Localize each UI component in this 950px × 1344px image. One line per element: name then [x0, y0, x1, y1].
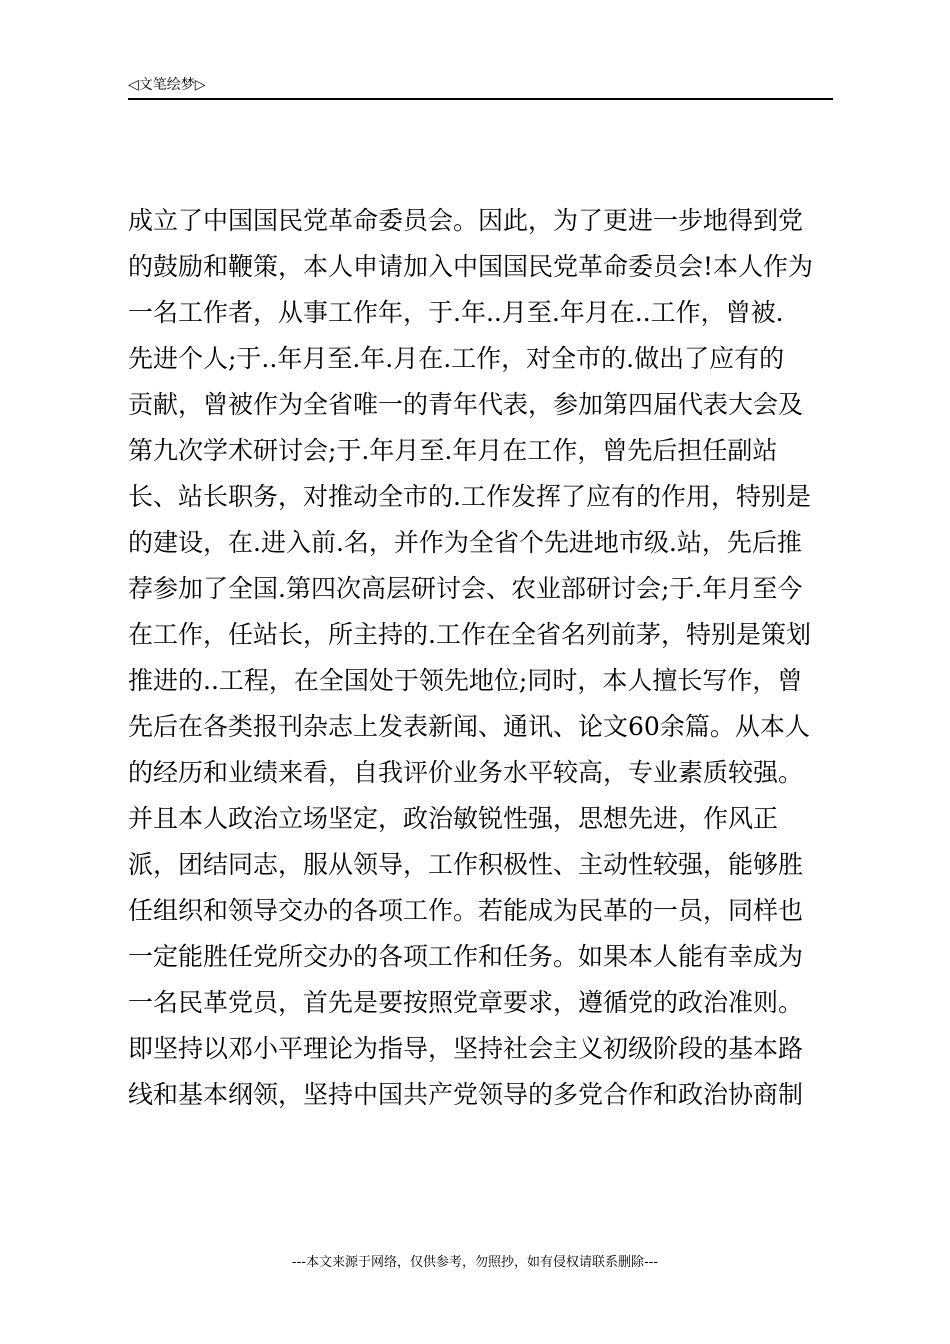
body-line: 并且本人政治立场坚定，政治敏锐性强，思想先进，作风正 — [128, 804, 779, 833]
body-line: 一名民革党员，首先是要按照党章要求，遵循党的政治准则。 — [128, 988, 804, 1017]
body-line: 在工作，任站长，所主持的.工作在全省名列前茅，特别是策划 — [128, 620, 811, 649]
body-line: 的鼓励和鞭策，本人申请加入中国国民党革命委员会!本人作为 — [128, 252, 814, 281]
body-line: 的建设，在.进入前.名，并作为全省个先进地市级.站，先后推 — [128, 528, 802, 557]
body-line: 一名工作者，从事工作年，于.年..月至.年月在..工作，曾被. — [128, 298, 784, 327]
body-line: 线和基本纲领，坚持中国共产党领导的多党合作和政治协商制 — [128, 1080, 804, 1109]
body-line: 第九次学术研讨会;于.年月至.年月在工作，曾先后担任副站 — [128, 436, 778, 465]
page-footer: ---本文来源于网络，仅供参考，勿照抄，如有侵权请联系删除--- — [291, 1255, 659, 1270]
body-line: 先进个人;于..年月至.年.月在.工作，对全市的.做出了应有的 — [128, 344, 785, 373]
document-body — [128, 198, 833, 1118]
body-line: 先后在各类报刊杂志上发表新闻、通讯、论文60余篇。从本人 — [128, 712, 810, 741]
body-line: 即坚持以邓小平理论为指导，坚持社会主义初级阶段的基本路 — [128, 1034, 804, 1063]
body-line: 长、站长职务，对推动全市的.工作发挥了应有的作用，特别是 — [128, 482, 811, 511]
page-header — [128, 74, 833, 100]
body-line: 的经历和业绩来看，自我评价业务水平较高，专业素质较强。 — [128, 758, 804, 787]
body-line: 任组织和领导交办的各项工作。若能成为民革的一员，同样也 — [128, 896, 804, 925]
body-line: 派，团结同志，服从领导，工作积极性、主动性较强，能够胜 — [128, 850, 804, 879]
body-line: 贡献，曾被作为全省唯一的青年代表，参加第四届代表大会及 — [128, 390, 804, 419]
body-line: 荐参加了全国.第四次高层研讨会、农业部研讨会;于.年月至今 — [128, 574, 803, 603]
body-line: 推进的..工程，在全国处于领先地位;同时，本人擅长写作，曾 — [128, 666, 803, 695]
body-line: 一定能胜任党所交办的各项工作和任务。如果本人能有幸成为 — [128, 942, 804, 971]
body-line: 成立了中国国民党革命委员会。因此，为了更进一步地得到党 — [128, 206, 804, 235]
header-title: ◁文笔绘梦▷ — [128, 77, 206, 93]
